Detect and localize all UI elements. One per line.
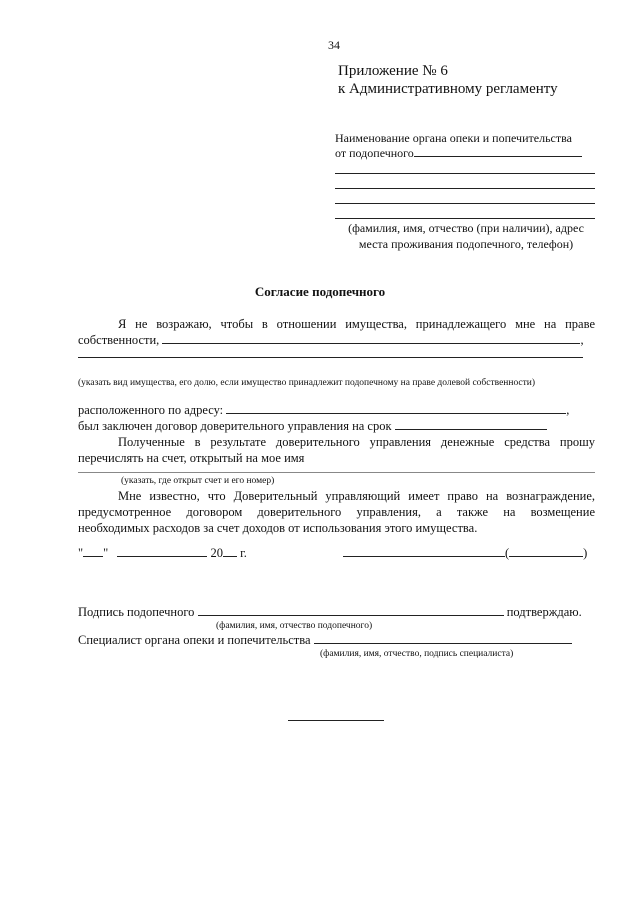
signature-field[interactable] [343, 556, 505, 557]
year-prefix: 20 [210, 546, 223, 560]
footer-divider [288, 720, 384, 721]
paren-close: ) [583, 546, 588, 560]
date-quote-open: " [78, 546, 84, 560]
page-number: 34 [328, 38, 340, 52]
addressee-blank-line[interactable] [335, 203, 595, 204]
ward-confirm-text: подтверждаю. [506, 605, 582, 619]
account-caption: (указать, где открыт счет и его номер) [121, 476, 275, 486]
address-row [78, 402, 595, 418]
addressee-authority-label: Наименование органа опеки и попечительства [335, 131, 572, 145]
ward-signature-row [78, 604, 598, 620]
addressee-blank-line[interactable] [335, 218, 595, 219]
day-field[interactable] [83, 556, 103, 557]
year-suffix: г. [240, 546, 247, 560]
addressee-blank-line[interactable] [335, 173, 595, 174]
contract-label: был заключен договор доверительного управления на срок [78, 419, 392, 433]
contract-row [78, 418, 595, 434]
property-caption: (указать вид имущества, его долю, если имущество принадлежит подопечному на праве долевой собственности) [78, 378, 536, 388]
addressee-from-label: от подопечного [335, 146, 414, 160]
paragraph-funds-line-2: перечислять на счет, открытый на мое имя [78, 451, 305, 465]
address-comma: , [566, 403, 570, 417]
paragraph-consent-line-1: Я не возражаю, чтобы в отношении имущества, принадлежащего мне на праве [118, 317, 595, 331]
addressee-caption-line-1: (фамилия, имя, отчество (при наличии), адрес [348, 221, 584, 235]
property-field[interactable] [162, 343, 580, 344]
ward-signature-field[interactable] [198, 615, 504, 616]
paragraph-awareness-line-1: Мне известно, что Доверительный управляющий имеет право на вознаграждение, [118, 489, 595, 503]
address-label: расположенного по адресу: [78, 403, 224, 417]
address-field[interactable] [226, 413, 566, 414]
ward-signature-caption: (фамилия, имя, отчество подопечного) [216, 621, 373, 631]
specialist-signature-field[interactable] [314, 643, 572, 644]
signature-row [343, 545, 593, 561]
specialist-signature-caption: (фамилия, имя, отчество, подпись специалиста) [320, 649, 514, 659]
property-field-continued[interactable] [78, 357, 583, 358]
property-comma: , [580, 333, 584, 347]
signature-name-field[interactable] [509, 556, 583, 557]
addressee-caption-line-2: места проживания подопечного, телефон) [358, 237, 574, 251]
contract-term-field[interactable] [395, 429, 547, 430]
month-field[interactable] [117, 556, 207, 557]
paragraph-funds-line-1: Полученные в результате доверительного управления денежные средства прошу [118, 435, 595, 449]
addressee-lines [335, 0, 597, 230]
paragraph-awareness-line-3: необходимых расходов за счет доходов от использования этого имущества. [78, 521, 478, 535]
paren-open: ( [505, 546, 510, 560]
addressee-blank-line[interactable] [335, 188, 595, 189]
paragraph-awareness-line-2: предусмотренное договором доверительного управления, а также на возмещение [78, 505, 595, 519]
appendix-line-1: Приложение № 6 [338, 63, 448, 79]
specialist-label: Специалист органа опеки и попечительства [78, 633, 311, 647]
date-quote-close: " [103, 546, 109, 560]
ward-signature-label: Подпись подопечного [78, 605, 195, 619]
ownership-label: собственности, [78, 333, 160, 347]
addressee-caption [335, 220, 597, 252]
paragraph-consent-line-2 [78, 332, 595, 348]
account-field[interactable] [78, 472, 595, 473]
specialist-signature-row [78, 632, 598, 648]
date-row [78, 545, 278, 561]
document-title: Согласие подопечного [254, 284, 386, 299]
appendix-line-2: к Административному регламенту [338, 81, 558, 97]
year-field[interactable] [223, 556, 237, 557]
